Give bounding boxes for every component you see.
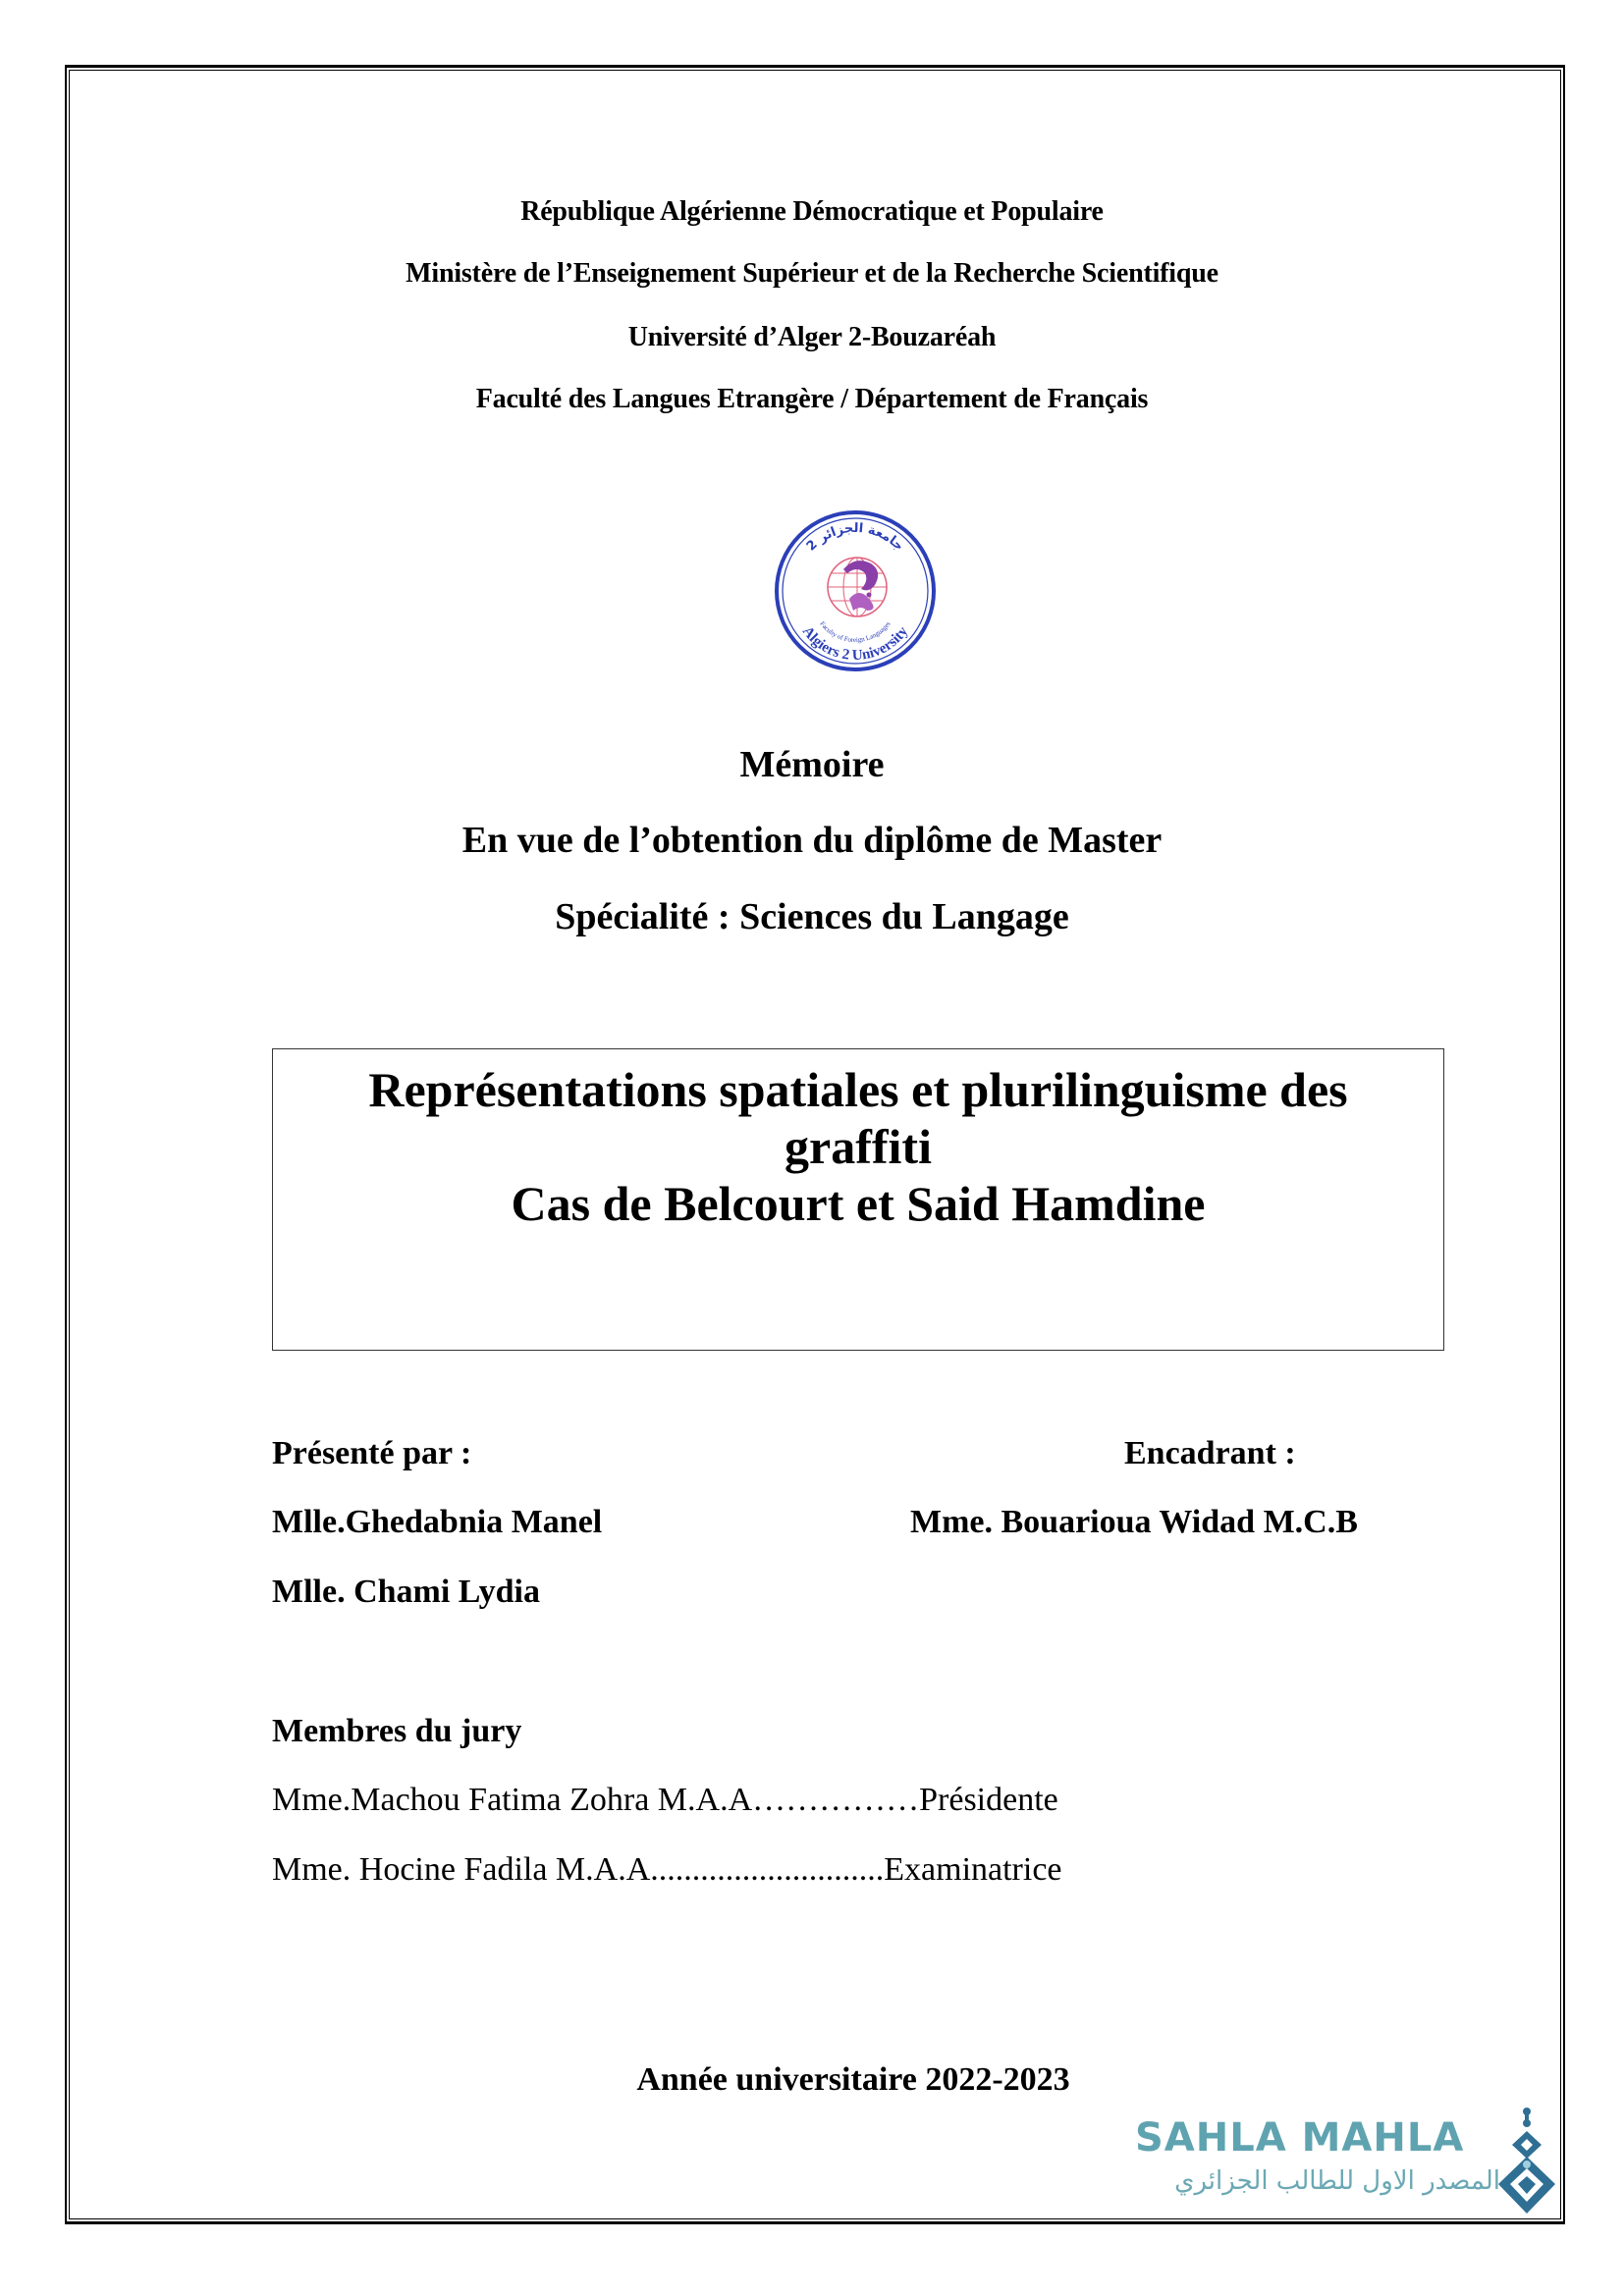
thesis-title-box — [272, 1048, 1444, 1351]
thesis-subtitle: Cas de Belcourt et Said Hamdine — [511, 1176, 1206, 1231]
sahla-mahla-emblem-icon — [1492, 2106, 1561, 2223]
sahla-mahla-watermark — [1129, 2115, 1561, 2223]
header-republic: République Algérienne Démocratique et Populaire — [520, 196, 1104, 227]
student-name: Mlle.Ghedabnia Manel — [272, 1504, 603, 1540]
jury-member: Mme. Hocine Fadila M.A.A............................Examinatrice — [272, 1851, 1062, 1888]
jury-label: Membres du jury — [272, 1713, 522, 1749]
header-faculty: Faculté des Langues Etrangère / Département de Français — [475, 384, 1149, 414]
academic-year: Année universitaire 2022-2023 — [636, 2061, 1070, 2098]
degree-purpose: En vue de l’obtention du diplôme de Master — [461, 820, 1163, 861]
thesis-title-line-1: Représentations spatiales et plurilinguisme des — [368, 1062, 1348, 1117]
student-name: Mlle. Chami Lydia — [272, 1574, 540, 1610]
document-type: Mémoire — [739, 744, 885, 785]
watermark-brand: SAHLA MAHLA — [1135, 2115, 1465, 2161]
svg-text:Algiers 2 University: Algiers 2 University — [798, 623, 912, 665]
supervisor-name: Mme. Bouarioua Widad M.C.B — [910, 1504, 1358, 1540]
svg-text:جامعة الجزائر 2: جامعة الجزائر 2 — [803, 520, 907, 555]
jury-member: Mme.Machou Fatima Zohra M.A.A……………Présidente — [272, 1782, 1058, 1818]
presented-by-label: Présenté par : — [272, 1435, 472, 1471]
thesis-title-line-2: graffiti — [785, 1119, 932, 1174]
speciality: Spécialité : Sciences du Langage — [555, 896, 1069, 937]
svg-text:Faculty of Foreign Languages: Faculty of Foreign Languages — [818, 619, 893, 645]
supervisor-label: Encadrant : — [1124, 1435, 1296, 1471]
university-seal-icon — [773, 508, 938, 673]
header-university: Université d’Alger 2-Bouzaréah — [627, 322, 997, 352]
watermark-tagline: المصدر الاول للطالب الجزائري — [1174, 2166, 1500, 2196]
header-ministry: Ministère de l’Enseignement Supérieur et de la Recherche Scientifique — [406, 258, 1218, 289]
